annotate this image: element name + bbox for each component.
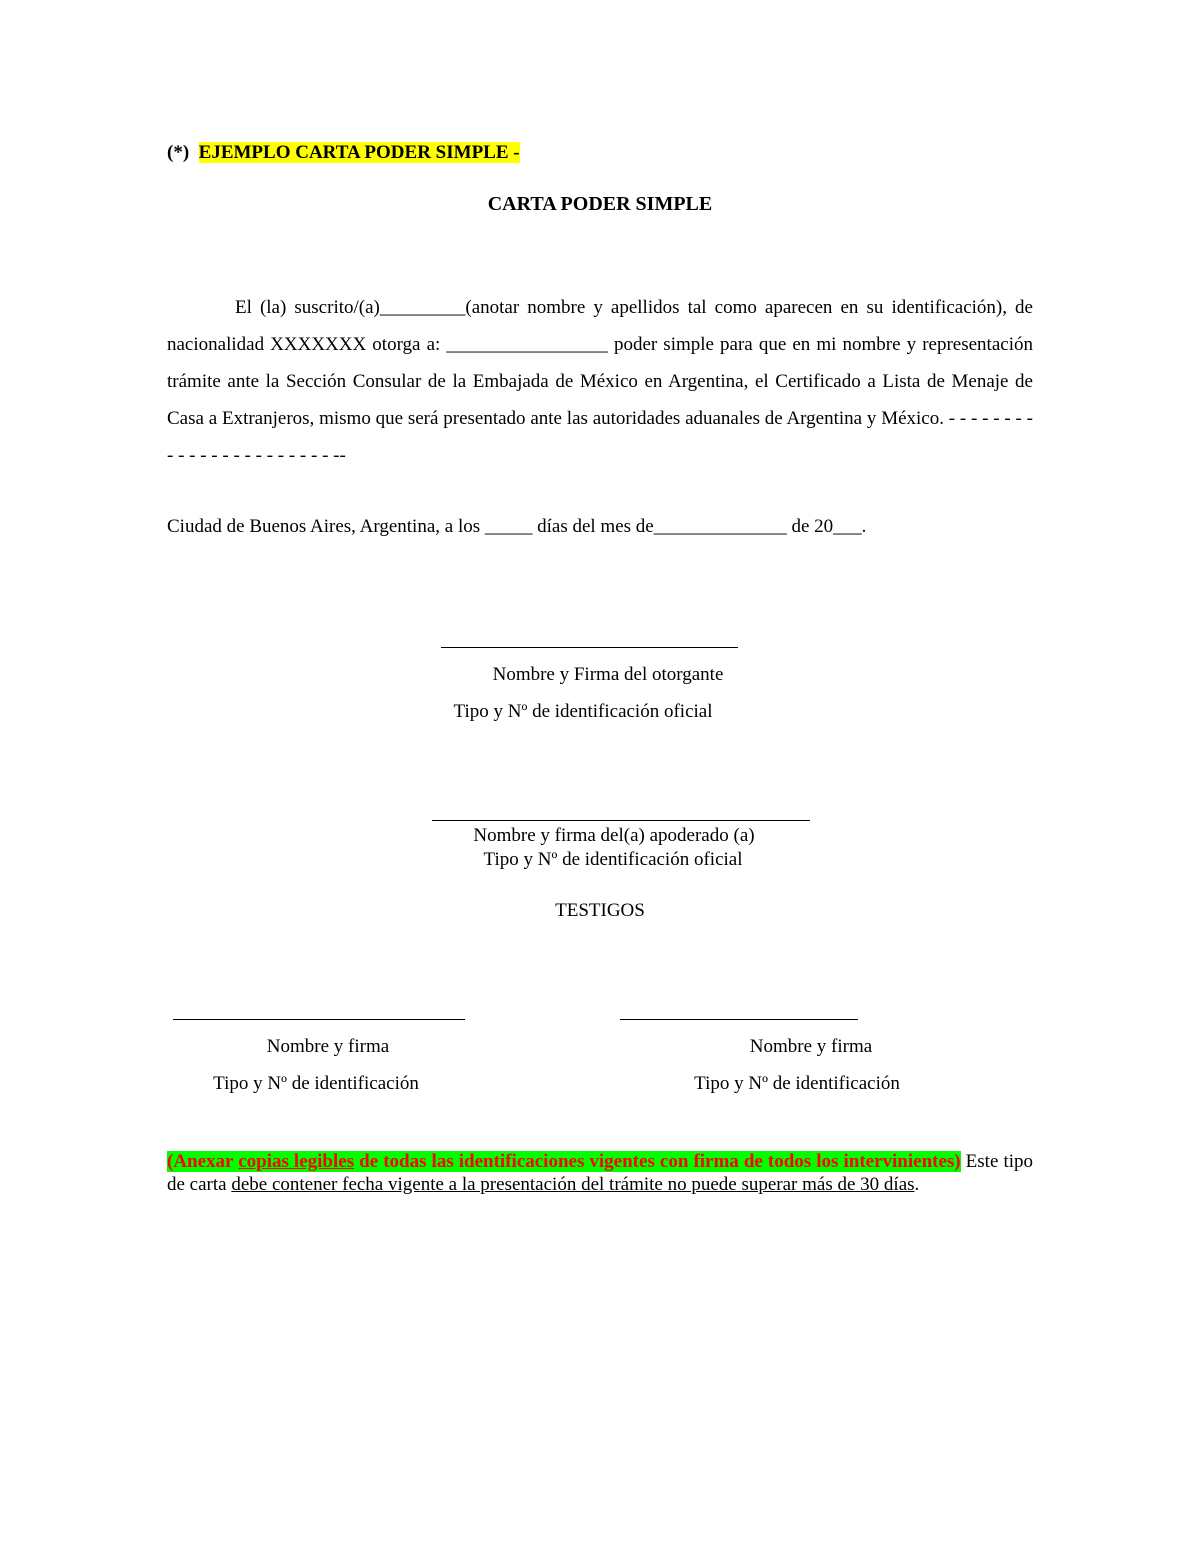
- note-underlined: debe contener fecha vigente a la presentación del trámite no puede superar más de 30 días: [231, 1174, 915, 1195]
- attachment-note: [167, 1150, 1033, 1196]
- date-line: Ciudad de Buenos Aires, Argentina, a los _____ días del mes de______________ de 20___.: [167, 516, 867, 537]
- grantor-name-label: Nombre y Firma del otorgante: [492, 664, 724, 685]
- note-copies: copias legibles: [238, 1151, 355, 1172]
- body-paragraph: [167, 289, 1033, 474]
- grantor-id-label: Tipo y Nº de identificación oficial: [453, 701, 713, 722]
- witness-right-id-label: Tipo y Nº de identificación: [694, 1073, 900, 1094]
- note-open: (Anexar: [167, 1151, 239, 1172]
- note-rest: de todas las identificaciones vigentes con firma de todos los intervinientes): [354, 1151, 961, 1172]
- witness-left-signature-line: [173, 1019, 465, 1020]
- document-title: CARTA PODER SIMPLE: [487, 193, 713, 215]
- header-prefix: (*): [167, 142, 190, 163]
- witness-right-signature-line: [620, 1019, 858, 1020]
- attorney-id-label: Tipo y Nº de identificación oficial: [483, 849, 743, 870]
- witness-left-name-label: Nombre y firma: [266, 1036, 390, 1057]
- attorney-name-label: Nombre y firma del(a) apoderado (a): [473, 825, 755, 846]
- witnesses-heading: TESTIGOS: [555, 900, 645, 921]
- example-header: [167, 142, 520, 164]
- witness-right-name-label: Nombre y firma: [749, 1036, 873, 1057]
- attorney-signature-line: [432, 820, 810, 821]
- body-text: El (la) suscrito/(a)_________(anotar nombre y apellidos tal como aparecen en su identificación), de nacionalidad XXXXXXX otorga a: _________________ poder simple para que en mi nombre y representación trámite ante la Sección Consular de la Embajada de México en Argentina, el Certificado a Lista de Menaje de Casa a Extranjeros, mismo que será presentado ante las autoridades aduanales de Argentina y México. - - - - - - - - - - - - - - - - - - - - - - - --: [167, 297, 1033, 466]
- note-plain: Este tipo de carta: [167, 1151, 1033, 1195]
- header-label: EJEMPLO CARTA PODER SIMPLE -: [198, 142, 520, 163]
- witness-left-id-label: Tipo y Nº de identificación: [213, 1073, 419, 1094]
- grantor-signature-line: [441, 647, 738, 648]
- note-end: .: [914, 1174, 920, 1195]
